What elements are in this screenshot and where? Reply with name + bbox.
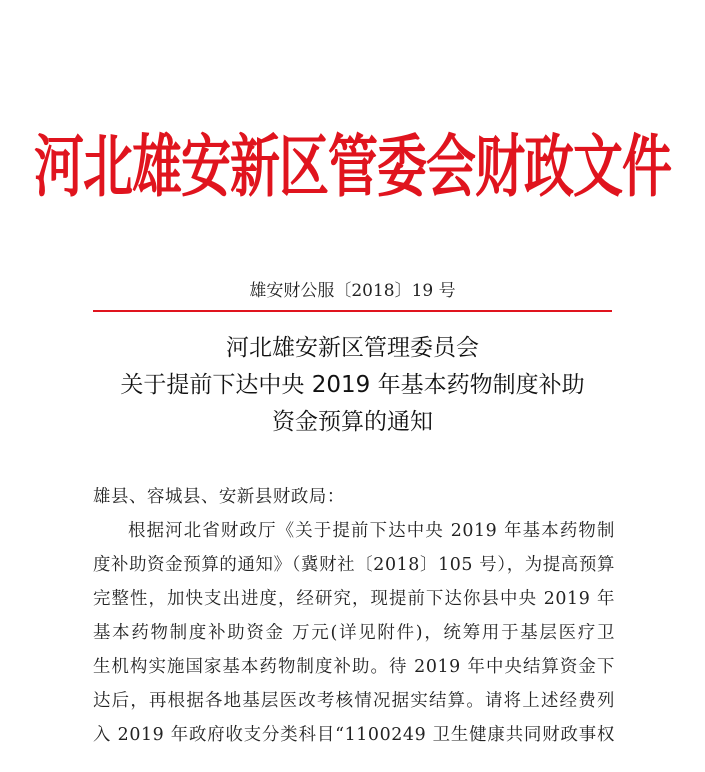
masthead-title: 河北雄安新区管委会财政文件 [34,126,671,207]
title-line-3: 资金预算的通知 [272,409,433,435]
notice-title [40,330,665,441]
body-line: 达后，再根据各地基层医改考核情况据实结算。请将上述经费列 [93,691,615,711]
body-text [93,480,615,752]
body-line: 入 2019 年政府收支分类科目“1100249 卫生健康共同财政事权 [93,725,615,745]
title-line-1: 河北雄安新区管理委员会 [226,335,479,361]
body-line: 度补助资金预算的通知》（冀财社〔2018〕105 号），为提高预算 [93,555,615,575]
title-line-2: 关于提前下达中央 2019 年基本药物制度补助 [120,372,585,398]
red-divider-line [93,310,612,312]
body-line: 生机构实施国家基本药物制度补助。待 2019 年中央结算资金下 [93,657,615,677]
body-line: 完整性，加快支出进度，经研究，现提前下达你县中央 2019 年 [93,589,615,609]
document-number: 雄安财公服〔2018〕19 号 [249,281,456,301]
salutation: 雄县、容城县、安新县财政局： [93,487,345,507]
body-line: 根据河北省财政厅《关于提前下达中央 2019 年基本药物制 [128,521,615,541]
body-line: 基本药物制度补助资金 万元(详见附件)，统筹用于基层医疗卫 [93,623,615,643]
